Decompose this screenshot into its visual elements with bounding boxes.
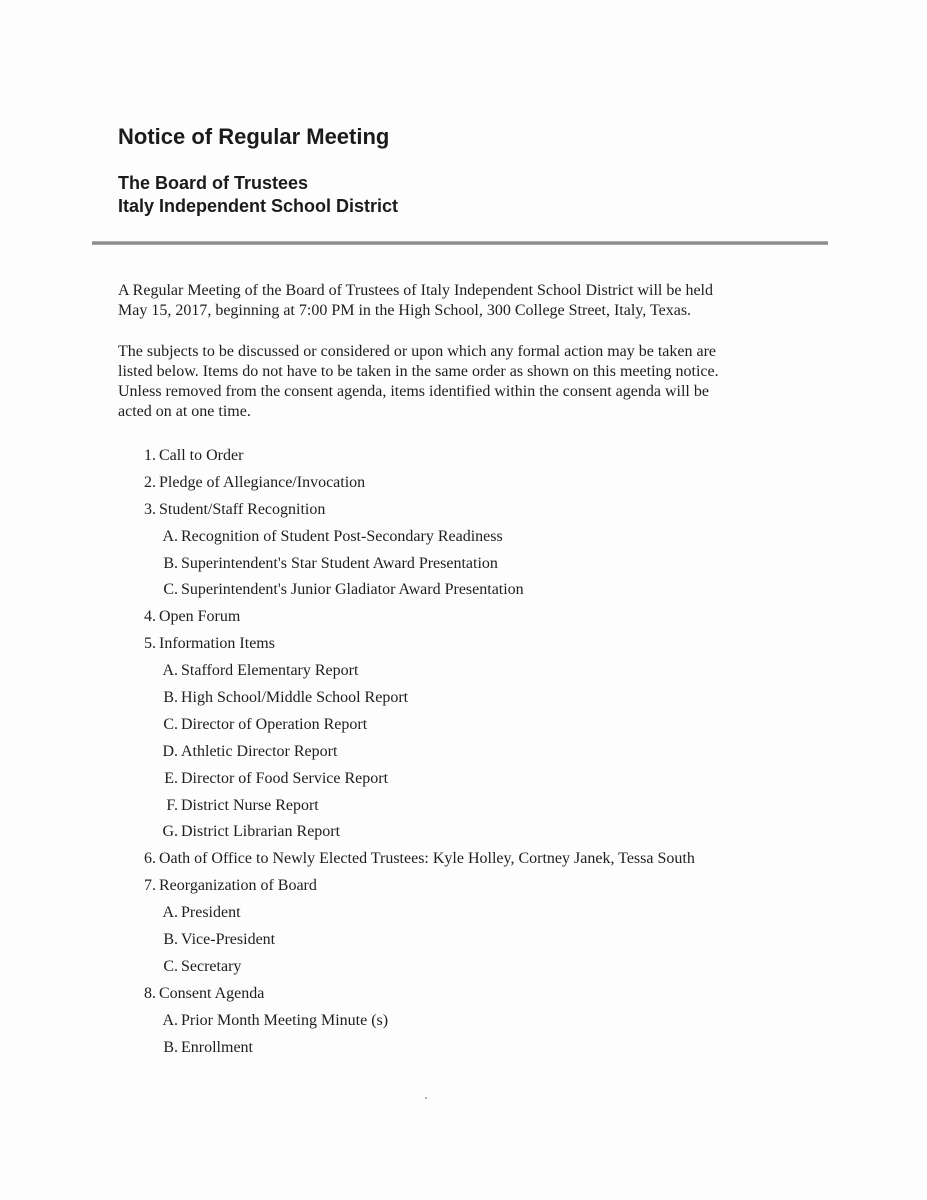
agenda-item	[0, 982, 927, 1009]
agenda-subitem	[0, 794, 927, 821]
agenda-item-text: President	[181, 904, 241, 922]
agenda-item	[0, 632, 927, 659]
agenda-item-text: Prior Month Meeting Minute (s)	[181, 1011, 389, 1029]
agenda-subitem	[0, 713, 927, 740]
agenda-item-number: B.	[163, 554, 178, 572]
agenda-item	[0, 471, 927, 498]
agenda-subitem	[0, 525, 927, 552]
agenda-subitem	[0, 901, 927, 928]
agenda-subitem	[0, 1036, 927, 1063]
agenda-item-text: Reorganization of Board	[159, 877, 317, 895]
agenda-subitem	[0, 820, 927, 847]
agenda-item-number: 2.	[144, 473, 156, 491]
agenda-item-number: A.	[162, 1011, 178, 1029]
agenda-item-number: G.	[162, 823, 178, 841]
agenda-item-number: 6.	[144, 850, 156, 868]
subjects-paragraph: The subjects to be discussed or considered or upon which any formal action may be taken are listed below. Items do not have to be taken in the same order as shown on this meeting notice. Unless removed from the consent agenda, items identified within the consent agenda will be acted on at one time.	[118, 343, 719, 420]
agenda-subitem	[0, 928, 927, 955]
agenda-item-number: C.	[163, 581, 178, 599]
agenda-item-text: High School/Middle School Report	[181, 689, 409, 707]
agenda-item-number: F.	[166, 796, 178, 814]
agenda-item-number: 7.	[144, 877, 156, 895]
agenda-item-number: C.	[163, 957, 178, 975]
agenda-item-text: Recognition of Student Post-Secondary Readiness	[181, 527, 503, 545]
agenda-item-text: Vice-President	[181, 931, 276, 949]
agenda-item-number: A.	[162, 527, 178, 545]
agenda-item	[0, 444, 927, 471]
agenda-item-text: Stafford Elementary Report	[181, 662, 359, 680]
agenda-item-number: D.	[162, 742, 178, 760]
agenda-item-number: 5.	[144, 635, 156, 653]
scan-speck	[425, 1097, 427, 1099]
agenda-item-number: C.	[163, 715, 178, 733]
agenda-item-number: 3.	[144, 500, 156, 518]
agenda-item-text: Superintendent's Star Student Award Presentation	[181, 554, 498, 572]
agenda-item-number: 1.	[144, 447, 156, 464]
agenda-item	[0, 874, 927, 901]
header-divider	[92, 241, 828, 245]
board-heading	[118, 172, 398, 218]
agenda-item-text: Consent Agenda	[159, 984, 265, 1002]
agenda-item-text: Call to Order	[159, 447, 244, 464]
agenda-item-text: Student/Staff Recognition	[159, 500, 326, 518]
agenda-item	[0, 847, 927, 874]
agenda-item-text: Secretary	[181, 957, 242, 975]
agenda-subitem	[0, 740, 927, 767]
agenda-item-text: Oath of Office to Newly Elected Trustees: Kyle Holley, Cortney Janek, Tessa South	[159, 850, 695, 868]
agenda-item-text: Pledge of Allegiance/Invocation	[159, 473, 366, 491]
agenda-subitem	[0, 552, 927, 579]
district-name: Italy Independent School District	[118, 196, 399, 216]
agenda-item-number: 4.	[144, 608, 156, 626]
agenda-item-text: Enrollment	[181, 1038, 253, 1056]
agenda-item-text: Director of Operation Report	[181, 715, 368, 733]
agenda-subitem	[0, 578, 927, 605]
agenda-item-number: 8.	[144, 984, 156, 1002]
agenda-item-number: B.	[163, 1038, 178, 1056]
agenda-item-number: A.	[162, 662, 178, 680]
agenda-item-text: Athletic Director Report	[181, 742, 338, 760]
agenda-subitem	[0, 659, 927, 686]
agenda-item-text: Open Forum	[159, 608, 241, 626]
agenda-item-text: Director of Food Service Report	[181, 769, 389, 787]
agenda-item-text: District Librarian Report	[181, 823, 341, 841]
agenda-subitem	[0, 1009, 927, 1036]
agenda-subitem	[0, 767, 927, 794]
page-title: Notice of Regular Meeting	[118, 124, 390, 149]
agenda-item	[0, 498, 927, 525]
agenda-item-number: A.	[162, 904, 178, 922]
agenda-item-number: B.	[163, 689, 178, 707]
board-name: The Board of Trustees	[118, 173, 309, 193]
agenda-item-text: District Nurse Report	[181, 796, 319, 814]
agenda-item	[0, 605, 927, 632]
agenda-subitem	[0, 686, 927, 713]
agenda-list	[0, 444, 927, 1062]
agenda-item-text: Information Items	[159, 635, 275, 653]
agenda-subitem	[0, 955, 927, 982]
meeting-paragraph: A Regular Meeting of the Board of Trustees of Italy Independent School District will be held May 15, 2017, beginning at 7:00 PM in the High School, 300 College Street, Italy, Texas.	[118, 282, 713, 319]
agenda-item-number: E.	[164, 769, 178, 787]
agenda-item-number: B.	[163, 931, 178, 949]
agenda-item-text: Superintendent's Junior Gladiator Award Presentation	[181, 581, 524, 599]
